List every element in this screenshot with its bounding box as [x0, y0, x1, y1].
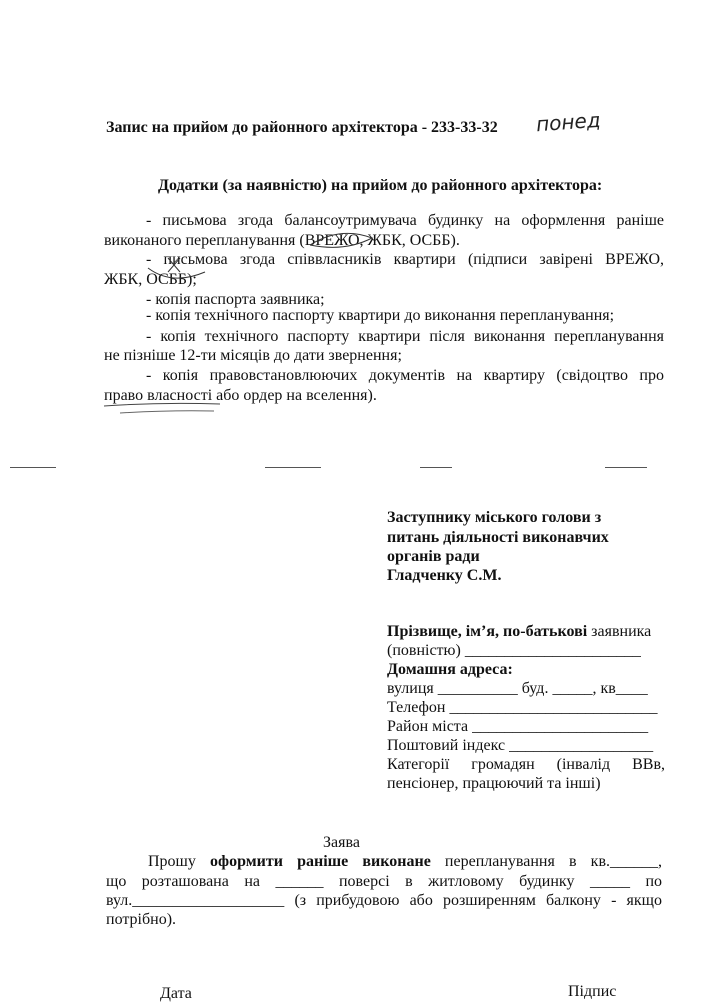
postal-code-field[interactable]: Поштовий індекс __________________: [387, 737, 654, 754]
statement-title: Заява: [323, 834, 360, 851]
attachment-item-2-line-1: - письмова згода співвласників квартири (підписи завірені ВРЕЖО,: [146, 251, 664, 268]
divider-segment: [265, 467, 321, 468]
attachment-item-5-line-2: не пізніше 12-ти місяців до дати звернення;: [104, 347, 402, 364]
divider-segment: [420, 467, 452, 468]
attachment-item-5-line-1: - копія технічного паспорту квартири після виконання перепланування: [146, 328, 664, 345]
district-field[interactable]: Район міста ______________________: [387, 718, 649, 735]
home-address-title: Домашня адреса:: [387, 661, 513, 678]
addressee-line-3: органів ради: [387, 548, 480, 565]
attachment-item-1-line-2: виконаного перепланування (ВРЕЖО, ЖБК, ОСББ).: [104, 232, 460, 249]
statement-text: Прошу: [148, 853, 211, 870]
attachment-item-6-line-1: - копія правовстановлюючих документів на квартиру (свідоцтво про: [146, 367, 664, 384]
attachment-item-1-line-1: - письмова згода балансоутримувача будинку на оформлення раніше: [146, 212, 664, 229]
addressee-line-2: питань діяльності виконавчих: [387, 529, 609, 546]
attachment-item-2-line-2: ЖБК, ОСББ);: [104, 271, 197, 288]
attachment-item-4: - копія технічного паспорту квартири до виконання перепланування;: [146, 307, 615, 324]
statement-paragraph-line-3: вул.___________________ (з прибудовою або розширенням балкону - якщо: [106, 892, 662, 909]
appointment-phone-line: Запис на прийом до районного архітектора - 233-33-32: [106, 119, 498, 136]
applicant-full-name-field[interactable]: (повністю) ______________________: [387, 642, 641, 659]
handwritten-note: понед: [535, 107, 602, 137]
statement-paragraph-line-2: що розташована на ______ поверсі в житловому будинку _____ по: [106, 873, 662, 890]
attachments-title: Додатки (за наявністю) на прийом до районного архітектора:: [158, 177, 603, 194]
statement-bold-text: оформити раніше виконане: [210, 853, 431, 870]
divider-segment: [10, 467, 56, 468]
statement-text: перепланування в кв.______,: [430, 853, 663, 870]
divider-segment: [605, 467, 647, 468]
statement-paragraph-line-1: [148, 852, 662, 872]
attachment-item-3: - копія паспорта заявника;: [146, 291, 325, 308]
addressee-line-4: Гладченку С.М.: [387, 567, 502, 584]
applicant-name-rest: заявника: [587, 623, 652, 640]
applicant-name-label: [387, 622, 651, 642]
citizen-category-line-2: пенсіонер, працюючий та інші): [387, 775, 601, 792]
attachment-item-6-line-2: право власності або ордер на вселення).: [104, 387, 377, 404]
statement-paragraph-line-4: потрібно).: [106, 911, 177, 928]
date-label: Дата: [160, 985, 192, 1002]
applicant-name-bold: Прізвище, ім’я, по-батькові: [387, 623, 588, 640]
handwritten-marks: [0, 0, 728, 420]
street-field[interactable]: вулиця __________ буд. _____, кв____: [387, 680, 648, 697]
phone-field[interactable]: Телефон __________________________: [387, 699, 658, 716]
addressee-line-1: Заступнику міського голови з: [387, 509, 602, 526]
citizen-category-line-1: Категорії громадян (інвалід ВВв,: [387, 756, 665, 773]
signature-label: Підпис: [568, 983, 617, 1000]
